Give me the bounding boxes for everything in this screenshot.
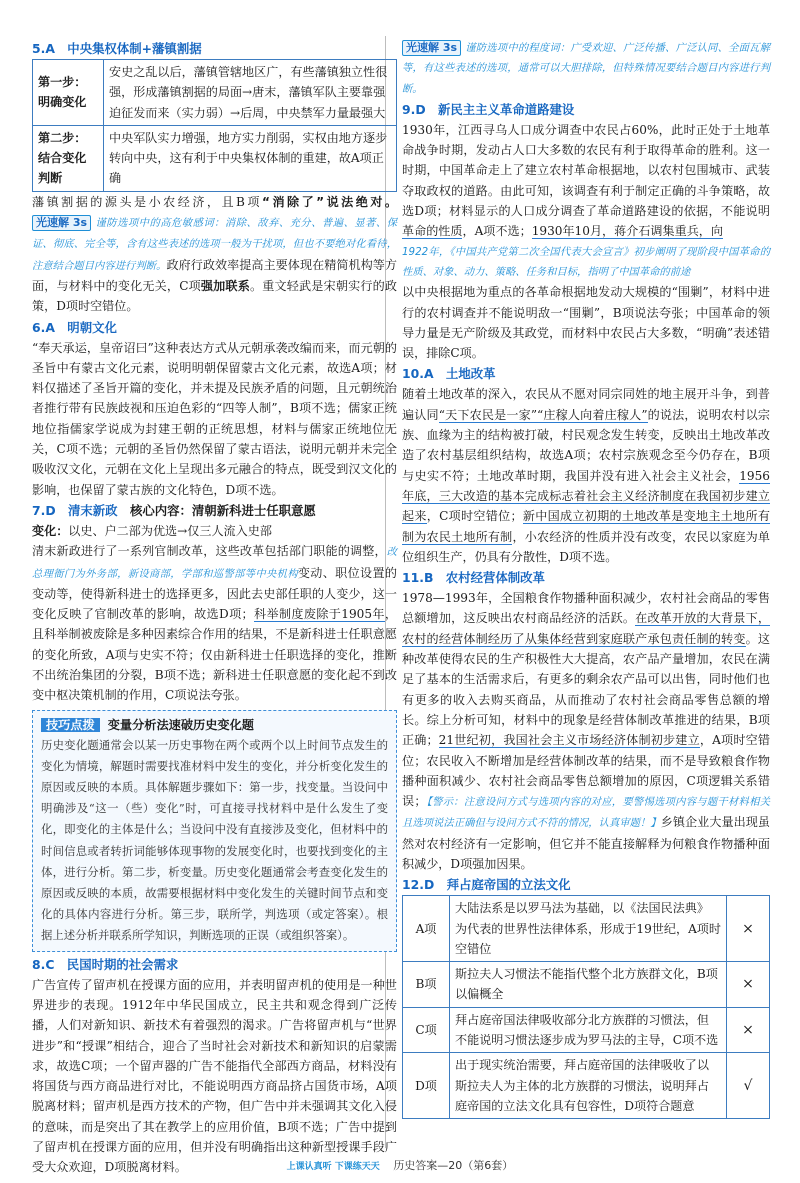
q7-change-text: 以史、户二部为优选→仅三人流入史部 <box>68 523 272 538</box>
q7-text-a: 清末新政进行了一系列官制改革，这些改革包括部门职能的调整， <box>32 544 387 559</box>
q12-heading: 12.D 拜占庭帝国的立法文化 <box>402 877 571 893</box>
q7-title: 7.D 清末新政 <box>32 502 118 518</box>
q7-core: 核心内容：清朝新科进士任职意愿 <box>129 502 316 518</box>
q5-analysis-table <box>32 59 397 192</box>
skill-box <box>32 710 397 952</box>
table-row <box>33 125 397 191</box>
q9-text-b: ，A项不选； <box>462 224 532 239</box>
q11-text-b: 。这种改革使得农民的生产积极性大大提高，农产品产量增加，农民在满足了基本的生活需求后，有更多的剩余农产品可以出售，同时他们也有更多的收入去购买商品，从而推动了农村社会商品零售总额的增长。综上分析可知，材料中的现象是经营体制改革推进的结果，B项正确； <box>402 631 770 748</box>
speed-tip-tag: 光速解 3s <box>402 40 461 56</box>
q9-paragraph <box>402 120 770 242</box>
tip2 <box>402 38 770 99</box>
skill-title <box>41 715 388 735</box>
q7-change <box>32 521 397 541</box>
q10-text-b: 的说法，说明农村以宗族、血缘为主的结构被打破，村民观念发生转变，反映出土地改革改造了农村基层组织结构，故选A项；农村宗族观念至今仍存在，B项与史实不符；土地改革时期，我国并没有进入社会主义社会， <box>402 407 770 483</box>
footer-logo: 上课认真听 下课练天天 <box>286 1162 380 1172</box>
skill-text: 历史变化题通常会以某一历史事物在两个或两个以上时间节点发生的变化为情境，解题时需要找准材料中发生的变化，并分析变化发生的原因或反映的本质。具体解题步骤如下：第一步，找变量。当设问中明确涉及“这一（些）变化”时，可直接寻找材料中是什么发生了变化，即变化的主体是什么；当设问中没有直接涉及变化，但材料中的时间信息或者转折词能够体现事物的发展变化时，也要找到变化的主体，进行分析。第二步，析变量。历史变化题通常会考查变化发生的原因或反映的本质，故需要根据材料中变化发生的关键时间节点和变化的具体内容进行分析。第三步，联所学，判选项（或定答案）。根据上述分析并联系所学知识，判断选项的正误（或组织答案）。 <box>41 737 388 943</box>
q10-underline-1: “天下农民是一家”“庄稼人向着庄稼人” <box>438 407 648 422</box>
table-row <box>33 60 397 126</box>
q5-row1-text: 安史之乱以后，藩镇管辖地区广，有些藩镇独立性很强，形成藩镇割据的局面→唐末，藩镇军队主要靠强迫征发而来（实力弱）→后周，中央禁军力量最强大 <box>104 60 397 126</box>
q12-option-text: 大陆法系是以罗马法为基础，以《法国民法典》为代表的世界性法律体系，形成于19世纪，A项时空错位 <box>450 896 727 962</box>
q11-underline-2: 21世纪初，我国社会主义市场经济体制初步建立 <box>438 733 700 748</box>
q10-heading: 10.A 土地改革 <box>402 366 496 382</box>
q8-heading: 8.C 民国时期的社会需求 <box>32 956 179 972</box>
q5-row1-label: 第一步：明确变化 <box>33 60 104 126</box>
q12-option-label: C项 <box>403 1007 450 1053</box>
q5-row2-label: 第二步：结合变化判断 <box>33 125 104 191</box>
q7-heading <box>32 501 397 521</box>
q12-option-text: 出于现实统治需要，拜占庭帝国的法律吸收了以斯拉夫人为主体的北方族群的习惯法，说明拜占庭帝国的立法文化具有包容性，D项符合题意 <box>450 1053 727 1119</box>
q12-option-text: 斯拉夫人习惯法不能指代整个北方族群文化，B项以偏概全 <box>450 962 727 1008</box>
q12-options-table <box>402 895 770 1119</box>
q11-paragraph <box>402 588 770 874</box>
q12-option-mark: × <box>727 896 770 962</box>
q12-option-text: 拜占庭帝国法律吸收部分北方族群的习惯法，但不能说明习惯法逐步成为罗马法的主导，C项不选 <box>450 1007 727 1053</box>
page-footer <box>0 1156 800 1177</box>
q12-option-label: B项 <box>403 962 450 1008</box>
q12-option-mark: × <box>727 962 770 1008</box>
q8-paragraph: 广告宣传了留声机在授课方面的应用，并表明留声机的使用是一种世界进步的表现。1912年中华民国成立，民主共和观念得到广泛传播，人们对新知识、新技术有着强烈的渴求。广告将留声机与“世界进步”和“授课”相结合，迎合了当时社会对新技术和新知识的启蒙需求，故选C项；一个留声器的广告不能指代全部西方商品，材料没有将国货与西方商品进行对比，不能说明西方商品挤占国货市场，A项脱离材料；留声机是西方技术的产物，但广告中并未强调其文化入侵的意味，而是突出了其在教学上的应用价值，B项不选；广告中提到了留声机在授课方面的应用，但并没有明确指出这种新型授课手段广受大众欢迎，D项脱离材料。 <box>32 977 397 1175</box>
tip2-text: 谨防选项中的程度词：广受欢迎、广泛传播、广泛认同、全面瓦解等，有这些表述的选项，通常可以大胆排除，但特殊情况要结合题目内容进行判断。 <box>402 42 770 95</box>
q10-text-d: ，小农经济的性质并没有改变，农民以家庭为单位组织生产，仍具有分散性，D项不选。 <box>402 529 770 564</box>
q5-text-a: 藩镇割据的源头是小农经济，且B项 <box>32 194 263 209</box>
q12-option-label: A项 <box>403 896 450 962</box>
speed-tip-tag: 光速解 3s <box>32 215 91 231</box>
q7-paragraph <box>32 541 397 705</box>
q10-paragraph <box>402 384 770 567</box>
table-row <box>403 896 770 962</box>
footer-page-label: 历史答案—20（第6套） <box>393 1159 514 1172</box>
q6-heading: 6.A 明朝文化 <box>32 319 117 335</box>
q11-text-c: ，A项时空错位；农民收入不断增加是经营体制改革的结果，而不是导致粮食作物播种面积减少、农村社会商品零售总额增加的原因，C项逻辑关系错误； <box>402 733 770 809</box>
q7-text-b: 变动、职位设置的变动等，使得新科进士的选择更多，因此去史部任职的人变少，这一变化反映了官制改革的影响，故选D项； <box>32 565 397 622</box>
q9-underline-2: 1930年10月，蒋介石调集重兵，向 <box>531 224 723 239</box>
q11-text-d: 乡镇企业大量出现虽然对农村经济有一定影响，但它并不能直接解释为何粮食作物播种面积减少，D项强加因果。 <box>402 815 770 871</box>
q11-underline-1: 在改革开放的大背景下，农村的经营体制经历了从集体经营到家庭联产承包责任制的转变 <box>402 611 770 646</box>
q5-text-b: 政府行政效率提高主要体现在精简机构等方面，与材料中的变化无关，C项 <box>32 257 397 293</box>
q6-paragraph: “奉天承运，皇帝诏曰”这种表达方式从元朝承袭改编而来，而元朝的圣旨中有蒙古文化元素，说明明朝保留蒙古文化元素，故选A项；材料仅描述了圣旨开篇的变化，并未提及民族矛盾的问题，且元朝统治者推行带有民族歧视和压迫色彩的“四等人制”，B项不选；儒家正统地位指儒家学说成为封建王朝的正统思想，材料与儒家正统地位无关，C项不选；元朝的圣旨仍然保留了蒙古语法，说明元朝并未完全吸收汉文化，元朝在文化上呈现出多元融合的特点，既受到汉文化的影响，也保留了蒙古族的文化特色，D项不选。 <box>32 340 397 497</box>
q10-text-a: 随着土地改革的深入，农民从不愿对同宗同姓的地主展开斗争，到普遍认同 <box>402 387 770 422</box>
q12-option-label: D项 <box>403 1053 450 1119</box>
q12-option-mark: √ <box>727 1053 770 1119</box>
skill-badge: 技巧点拨 <box>41 718 100 732</box>
q11-text-a: 1978—1993年，全国粮食作物播种面积减少，农村社会商品的零售总额增加，这反映出农村商品经济的活跃。 <box>402 591 770 626</box>
q5-tip-text: 谨防选项中的高危敏感词：消除、敌弃、充分、普遍、显著、保证、彻底、完全等，含有这些表述的选项一般为干扰项，但也不要绝对化看待，注意结合题目内容进行判断。 <box>32 217 397 272</box>
q5-keyword-forced: 强加联系 <box>200 278 250 293</box>
q9-heading: 9.D 新民主主义革命道路建设 <box>402 101 575 117</box>
table-row <box>403 1007 770 1053</box>
q10-underline-3: 新中国成立初期的土地改革是变地主土地所有制为农民土地所有制 <box>402 509 770 544</box>
q5-text-c: 。重文轻武是宋朝实行的政策，D项时空错位。 <box>32 278 397 314</box>
q9-underline-1: 革命的性质 <box>402 224 463 239</box>
q9-text-c: 以中央根据地为重点的各革命根据地发动大规模的“围剿”，材料中进行的农村调查并不能说明敌一“围剿”，B项说法夸张；中国革命的领导力量是无产阶级及其政党，而材料中农民占大多数，“明确”表述错误，排除C项。 <box>402 285 770 361</box>
table-row <box>403 962 770 1008</box>
q7-underline: 科举制度废除于1905年 <box>253 607 385 622</box>
q5-heading: 5.A 中央集权体制+藩镇割据 <box>32 41 202 56</box>
q7-change-label: 变化： <box>32 523 69 538</box>
table-row <box>403 1053 770 1119</box>
q5-keyword-absolute: “消除了”说法绝对。 <box>262 194 397 209</box>
q7-inline-tip: 改总理衙门为外务部，新设商部，学部和巡警部等中央机构 <box>32 546 397 580</box>
q7-text-c: ，且科举制被废除是多种因素综合作用的结果，不是新科进士任职意愿的变化所致，A项与史实不符；仅由新科进士任职选择的变化，推断不出统治集团的分裂，B项不选；新科进士任职意愿的变化起不到改变中枢决策机制的作用，C项说法夸张。 <box>32 607 398 703</box>
right-column <box>402 38 770 1119</box>
q9-inline-tip: 1922年，《中国共产党第二次全国代表大会宣言》初步阐明了现阶段中国革命的性质、对象、动力、策略、任务和目标，指明了中国革命的前途 <box>402 245 770 278</box>
q11-heading: 11.B 农村经营体制改革 <box>402 570 545 586</box>
q5-row2-text: 中央军队实力增强，地方实力削弱，实权由地方逐步转向中央，这有利于中央集权体制的重建，故A项正确 <box>104 125 397 191</box>
q5-paragraph <box>32 192 397 317</box>
q10-underline-2: 1956年底，三大改造的基本完成标志着社会主义经济制度在我国初步建立起来 <box>402 468 770 524</box>
left-column <box>32 38 397 1178</box>
q11-warning: 【警示：注意设问方式与选项内容的对应，要警惕选项内容与题干材料相关且选项说法正确但与设问方式不符的情况，认真审题！】 <box>402 796 770 830</box>
q9-text-a: 1930年，江西寻乌人口成分调查中农民占60%，此时正处于土地革命战争时期，发动占人口大多数的农民有利于取得革命的胜利。这一时期，中国革命走上了建立农村革命根据地，以农村包围城市、武装夺取政权的道路。由此可知，该调查有利于制定正确的斗争策略，故选D项；材料显示的人口成分调查了革命道路建设的依据，不能说明 <box>402 122 770 219</box>
skill-title-text: 变量分析法速破历史变化题 <box>107 717 254 732</box>
q12-option-mark: × <box>727 1007 770 1053</box>
q10-text-c: ，C项时空错位； <box>426 509 523 524</box>
